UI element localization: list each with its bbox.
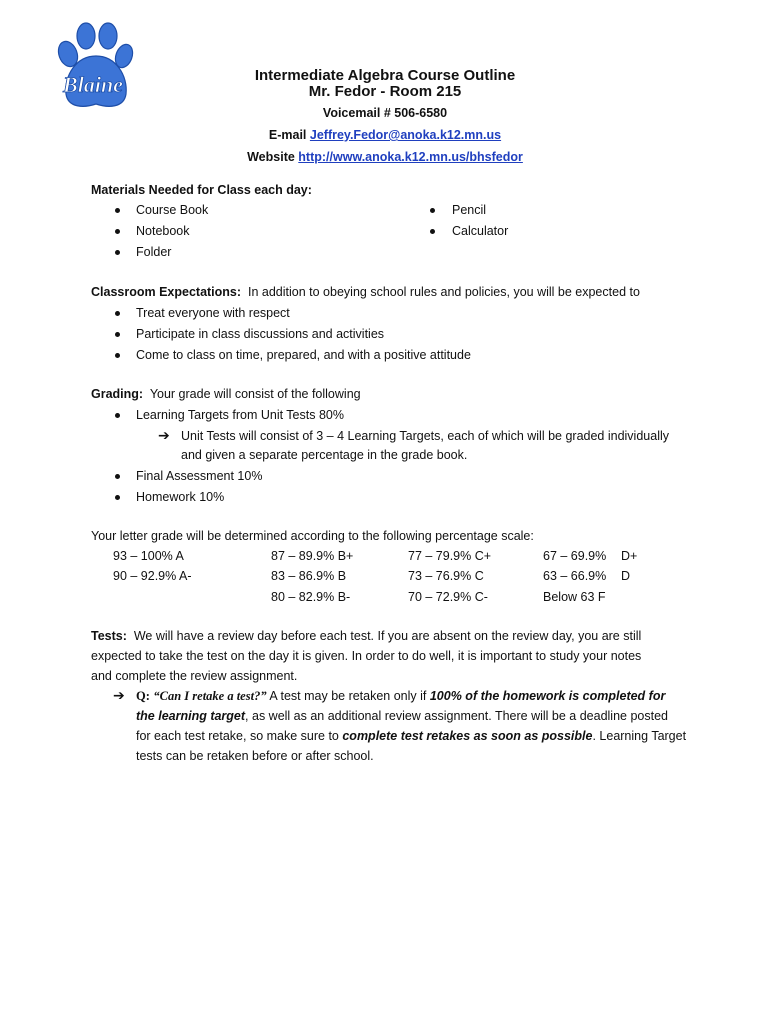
arrow-icon: ➔: [158, 427, 170, 443]
website-line: [0, 150, 770, 164]
page-subtitle: Mr. Fedor - Room 215: [308, 83, 462, 100]
website-label: Website: [247, 150, 295, 164]
retake-line: [136, 688, 665, 704]
grading-item: Final Assessment 10%: [136, 469, 263, 483]
material-item: Calculator: [452, 224, 509, 238]
scale-cell: 77 – 79.9% C+: [408, 549, 492, 563]
voicemail: Voicemail # 506-6580: [322, 106, 448, 120]
scale-cell: 80 – 82.9% B-: [271, 590, 351, 604]
material-item: Course Book: [136, 203, 209, 217]
retake-line: [136, 708, 668, 724]
q-emphasis: complete test retakes as soon as possible: [342, 729, 593, 743]
scale-cell: 70 – 72.9% C-: [408, 590, 488, 604]
bullet: [430, 229, 435, 234]
tests-line: [91, 628, 641, 644]
q-text: A test may be retaken only if: [266, 689, 430, 703]
retake-line: tests can be retaken before or after school.: [136, 749, 374, 763]
page-title: Intermediate Algebra Course Outline: [254, 67, 516, 84]
scale-cell: Below 63 F: [543, 590, 606, 604]
q-emphasis: 100% of the homework is completed for: [429, 689, 666, 703]
material-item: Pencil: [452, 203, 487, 217]
grading-intro-line: [91, 386, 361, 402]
scale-cell: 93 – 100% A: [113, 549, 184, 563]
scale-letter: D: [621, 569, 631, 583]
website-link[interactable]: http://www.anoka.k12.mn.us/bhsfedor: [298, 150, 523, 164]
bullet: [115, 495, 120, 500]
materials-heading: Materials Needed for Class each day:: [91, 183, 312, 197]
grading-sub-line: and given a separate percentage in the grade book.: [181, 448, 468, 462]
bullet: [115, 208, 120, 213]
expectation-item: Come to class on time, prepared, and with a positive attitude: [136, 348, 471, 362]
q-question: “Can I retake a test?”: [153, 689, 267, 703]
email-label: E-mail: [268, 128, 307, 142]
q-text: . Learning Target: [592, 729, 687, 743]
expectations-intro-line: [91, 284, 640, 300]
expectation-item: Treat everyone with respect: [136, 306, 290, 320]
grading-item: Homework 10%: [136, 490, 225, 504]
expectation-item: Participate in class discussions and activities: [136, 327, 385, 341]
bullet: [115, 311, 120, 316]
material-item: Notebook: [136, 224, 190, 238]
bullet: [115, 413, 120, 418]
arrow-icon: ➔: [113, 687, 125, 703]
logo-text: Blaine: [63, 72, 123, 97]
retake-line: [136, 728, 686, 744]
scale-cell: 87 – 89.9% B+: [271, 549, 354, 563]
q-text: for each test retake, so make sure to: [136, 729, 343, 743]
email-link[interactable]: Jeffrey.Fedor@anoka.k12.mn.us: [309, 128, 502, 142]
bullet: [115, 474, 120, 479]
bullet: [115, 229, 120, 234]
scale-intro: Your letter grade will be determined according to the following percentage scale:: [91, 529, 534, 543]
expectations-heading: Classroom Expectations:: [91, 285, 242, 299]
grading-heading: Grading:: [91, 387, 144, 401]
grading-sub-line: Unit Tests will consist of 3 – 4 Learning Targets, each of which will be graded individually: [181, 429, 669, 443]
scale-cell: 90 – 92.9% A-: [113, 569, 192, 583]
email-line: [0, 128, 770, 142]
tests-heading: Tests:: [91, 629, 127, 643]
scale-cell: 83 – 86.9% B: [271, 569, 347, 583]
q-label: Q:: [136, 689, 150, 703]
tests-text: We will have a review day before each test. If you are absent on the review day, you are still: [133, 629, 642, 643]
tests-line: and complete the review assignment.: [91, 669, 298, 683]
bullet: [115, 353, 120, 358]
bullet: [115, 332, 120, 337]
grading-intro: Your grade will consist of the following: [149, 387, 361, 401]
grading-item: Learning Targets from Unit Tests 80%: [136, 408, 344, 422]
material-item: Folder: [136, 245, 172, 259]
expectations-intro: In addition to obeying school rules and policies, you will be expected to: [248, 285, 640, 299]
scale-cell: 63 – 66.9%: [543, 569, 607, 583]
q-text: , as well as an additional review assignment. There will be a deadline posted: [245, 709, 668, 723]
tests-line: expected to take the test on the day it is given. In order to do well, it is important to study your notes: [91, 649, 642, 663]
bullet: [430, 208, 435, 213]
scale-cell: 67 – 69.9%: [543, 549, 607, 563]
bullet: [115, 250, 120, 255]
scale-letter: D+: [621, 549, 638, 563]
scale-cell: 73 – 76.9% C: [408, 569, 484, 583]
q-emphasis: the learning target: [136, 709, 246, 723]
